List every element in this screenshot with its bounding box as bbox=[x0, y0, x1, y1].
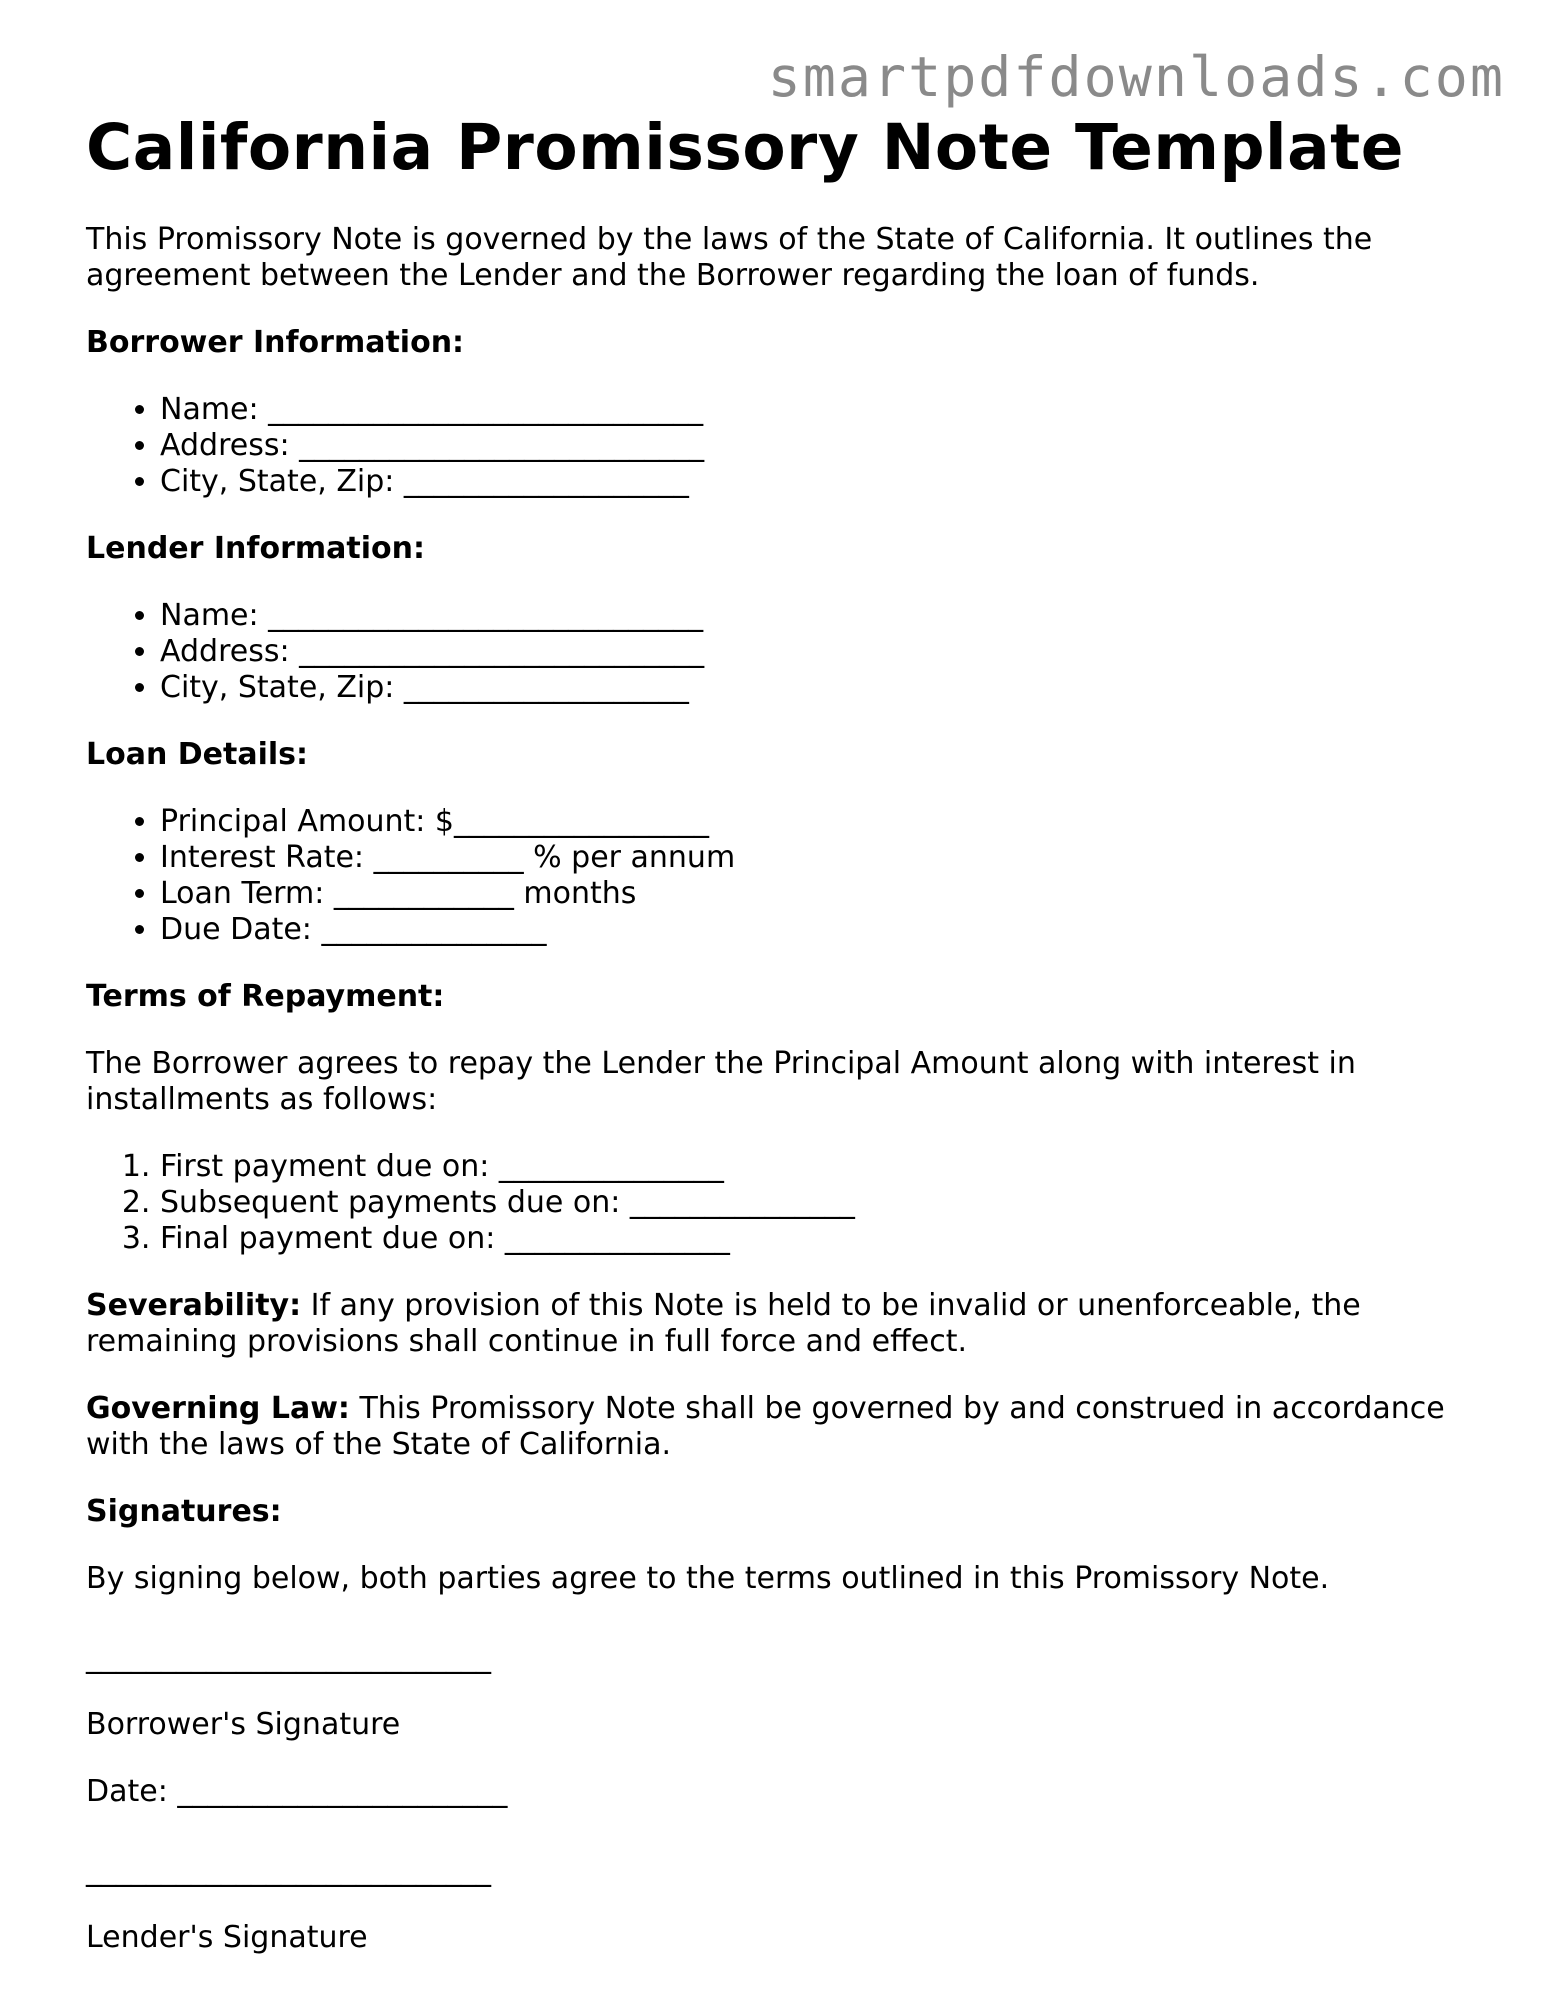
borrower-signature-line: ___________________________ bbox=[86, 1640, 491, 1675]
final-payment-field: 3. Final payment due on: _______________ bbox=[160, 1221, 1476, 1257]
intro-paragraph: This Promissory Note is governed by the laws of the State of California. It outlines the agreement between the Lender and the Borrower regarding the loan of funds. bbox=[86, 222, 1373, 293]
lender-address-field: • Address: ___________________________ bbox=[160, 634, 1476, 670]
interest-rate-field: • Interest Rate: __________ % per annum bbox=[160, 840, 1476, 876]
governing-law-text: This Promissory Note shall be governed by and construed in accordance with the laws of the State of California. bbox=[86, 1391, 1445, 1462]
loan-list bbox=[86, 804, 1476, 948]
severability-text: If any provision of this Note is held to be invalid or unenforceable, the remaining provisions shall continue in full force and effect. bbox=[86, 1288, 1361, 1359]
lender-city-field: • City, State, Zip: ___________________ bbox=[160, 670, 1476, 706]
loan-heading: Loan Details: bbox=[86, 737, 309, 772]
severability-paragraph bbox=[86, 1288, 1476, 1360]
lender-list bbox=[86, 598, 1476, 706]
severability-label: Severability: bbox=[86, 1288, 302, 1323]
borrower-city-field: • City, State, Zip: ___________________ bbox=[160, 464, 1476, 500]
document-title: California Promissory Note Template bbox=[86, 111, 1405, 184]
signature-date-line: Date: ______________________ bbox=[86, 1774, 508, 1809]
subsequent-payment-field: 2. Subsequent payments due on: _______________ bbox=[160, 1185, 1476, 1221]
principal-field: • Principal Amount: $_________________ bbox=[160, 804, 1476, 840]
governing-law-paragraph bbox=[86, 1391, 1476, 1463]
borrower-list bbox=[86, 392, 1476, 500]
repayment-paragraph: The Borrower agrees to repay the Lender the Principal Amount along with interest in installments as follows: bbox=[86, 1046, 1356, 1117]
watermark: smartpdfdownloads.com bbox=[767, 45, 1505, 109]
lender-heading: Lender Information: bbox=[86, 531, 425, 566]
repayment-list bbox=[86, 1149, 1476, 1257]
loan-term-field: • Loan Term: ____________ months bbox=[160, 876, 1476, 912]
lender-signature-label: Lender's Signature bbox=[86, 1920, 368, 1955]
borrower-name-field: • Name: _____________________________ bbox=[160, 392, 1476, 428]
document-page bbox=[86, 108, 1476, 1956]
signatures-paragraph: By signing below, both parties agree to the terms outlined in this Promissory Note. bbox=[86, 1561, 1330, 1596]
borrower-address-field: • Address: ___________________________ bbox=[160, 428, 1476, 464]
signatures-heading: Signatures: bbox=[86, 1494, 282, 1529]
governing-law-label: Governing Law: bbox=[86, 1391, 350, 1426]
lender-name-field: • Name: _____________________________ bbox=[160, 598, 1476, 634]
borrower-signature-label: Borrower's Signature bbox=[86, 1707, 401, 1742]
first-payment-field: 1. First payment due on: _______________ bbox=[160, 1149, 1476, 1185]
borrower-heading: Borrower Information: bbox=[86, 325, 465, 360]
due-date-field: • Due Date: _______________ bbox=[160, 912, 1476, 948]
repayment-heading: Terms of Repayment: bbox=[86, 979, 445, 1014]
lender-signature-line: ___________________________ bbox=[86, 1853, 491, 1888]
